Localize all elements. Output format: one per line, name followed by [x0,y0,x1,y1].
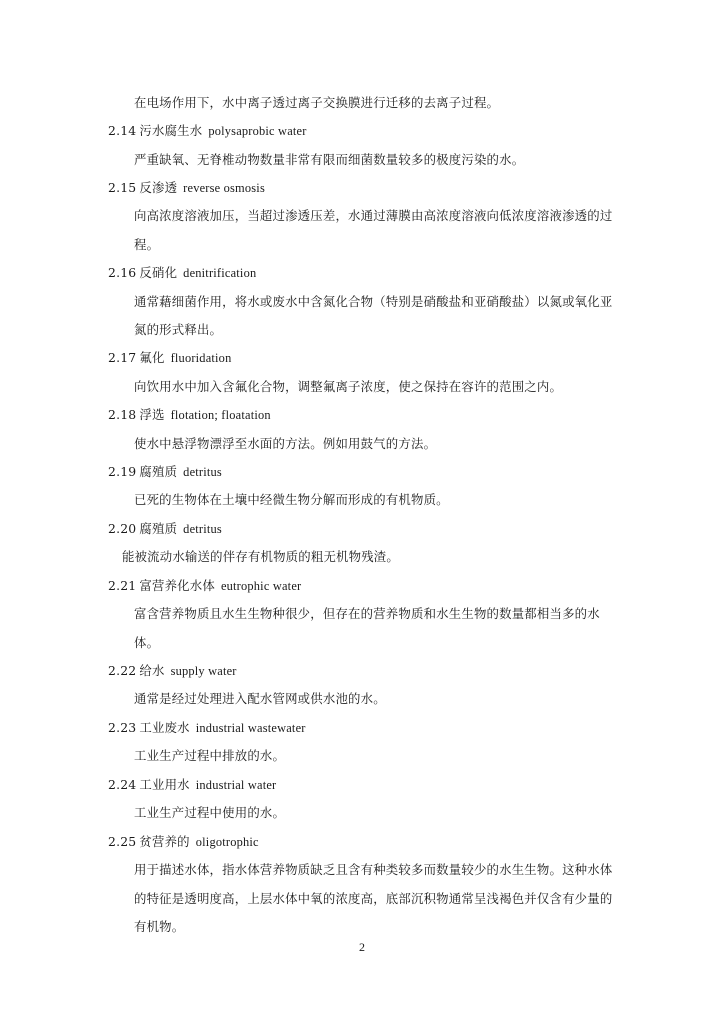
term-heading [108,123,307,139]
term-chinese: 氟化 [139,350,165,365]
definition-line [122,549,399,565]
term-heading [108,663,237,679]
term-chinese: 反硝化 [139,265,178,280]
term-heading [108,521,222,537]
term-chinese: 贫营养的 [139,834,190,849]
term-english: industrial water [195,778,277,792]
term-heading [108,350,231,366]
term-chinese: 给水 [139,663,165,678]
definition-text: 体。 [134,635,160,650]
term-number: 2.23 [108,720,137,735]
term-number: 2.15 [108,180,137,195]
term-english: denitrification [183,266,257,280]
definition-text: 工业生产过程中排放的水。 [134,748,286,763]
definition-text: 能被流动水输送的伴存有机物质的粗无机物残渣。 [122,549,399,564]
definition-line [134,606,600,622]
term-chinese: 工业用水 [139,777,190,792]
definition-text: 程。 [134,237,160,252]
term-chinese: 反渗透 [139,180,178,195]
term-chinese: 浮选 [139,407,165,422]
definition-text: 已死的生物体在土壤中经微生物分解而形成的有机物质。 [134,492,449,507]
definition-line [134,691,386,707]
term-number: 2.19 [108,464,137,479]
page-number: 2 [359,940,365,954]
definition-text: 向高浓度溶液加压，当超过渗透压差，水通过薄膜由高浓度溶液向低浓度溶液渗透的过 [134,208,613,223]
term-number: 2.17 [108,350,137,365]
definition-text: 用于描述水体，指水体营养物质缺乏且含有种类较多而数量较少的水生生物。这种水体 [134,862,613,877]
term-heading [108,265,256,281]
term-number: 2.14 [108,123,137,138]
definition-text: 使水中悬浮物漂浮至水面的方法。例如用鼓气的方法。 [134,436,437,451]
term-number: 2.25 [108,834,137,849]
term-english: eutrophic water [220,579,302,593]
term-number: 2.24 [108,777,137,792]
definition-text: 向饮用水中加入含氟化合物，调整氟离子浓度，使之保持在容许的范围之内。 [134,379,563,394]
definition-line [134,492,449,508]
definition-text: 富含营养物质且水生生物种很少，但存在的营养物质和水生生物的数量都相当多的水 [134,606,600,621]
term-english: oligotrophic [195,835,259,849]
definition-line [134,748,285,764]
term-chinese: 工业废水 [139,720,190,735]
definition-line [134,919,184,935]
term-english: polysaprobic water [208,124,307,138]
term-english: detritus [183,522,222,536]
definition-text: 严重缺氧、无脊椎动物数量非常有限而细菌数量较多的极度污染的水。 [134,152,525,167]
definition-line [134,208,612,224]
term-chinese: 富营养化水体 [139,578,215,593]
definition-line [134,891,612,907]
definition-text: 通常是经过处理进入配水管网或供水池的水。 [134,691,386,706]
term-heading [108,464,222,480]
term-number: 2.16 [108,265,137,280]
term-number: 2.18 [108,407,137,422]
term-heading [108,578,301,594]
term-chinese: 腐殖质 [139,464,178,479]
definition-text: 通常藉细菌作用，将水或废水中含氮化合物（特别是硝酸盐和亚硝酸盐）以氮或氧化亚 [134,294,613,309]
definition-line [134,436,436,452]
definition-text: 工业生产过程中使用的水。 [134,805,286,820]
term-english: industrial wastewater [195,721,306,735]
term-english: fluoridation [170,351,232,365]
term-number: 2.20 [108,521,137,536]
definition-line [134,379,562,395]
term-chinese: 污水腐生水 [139,123,203,138]
definition-text: 在电场作用下，水中离子透过离子交换膜进行迁移的去离子过程。 [134,95,500,110]
definition-line [134,322,222,338]
term-heading [108,777,276,793]
term-heading [108,834,259,850]
definition-line [134,862,612,878]
definition-line [134,152,524,168]
term-chinese: 腐殖质 [139,521,178,536]
definition-text: 氮的形式释出。 [134,322,223,337]
definition-line [134,635,159,651]
term-english: flotation; floatation [170,408,271,422]
term-heading [108,180,265,196]
term-english: reverse osmosis [183,181,265,195]
term-heading [108,407,271,423]
term-heading [108,720,306,736]
definition-text: 的特征是透明度高，上层水体中氧的浓度高，底部沉积物通常呈浅褐色并仅含有少量的 [134,891,613,906]
term-english: supply water [170,664,237,678]
term-number: 2.21 [108,578,137,593]
definition-line [134,294,612,310]
definition-line [134,805,285,821]
definition-line [134,95,499,111]
definition-line [134,237,159,253]
definition-text: 有机物。 [134,919,185,934]
term-english: detritus [183,465,222,479]
term-number: 2.22 [108,663,137,678]
